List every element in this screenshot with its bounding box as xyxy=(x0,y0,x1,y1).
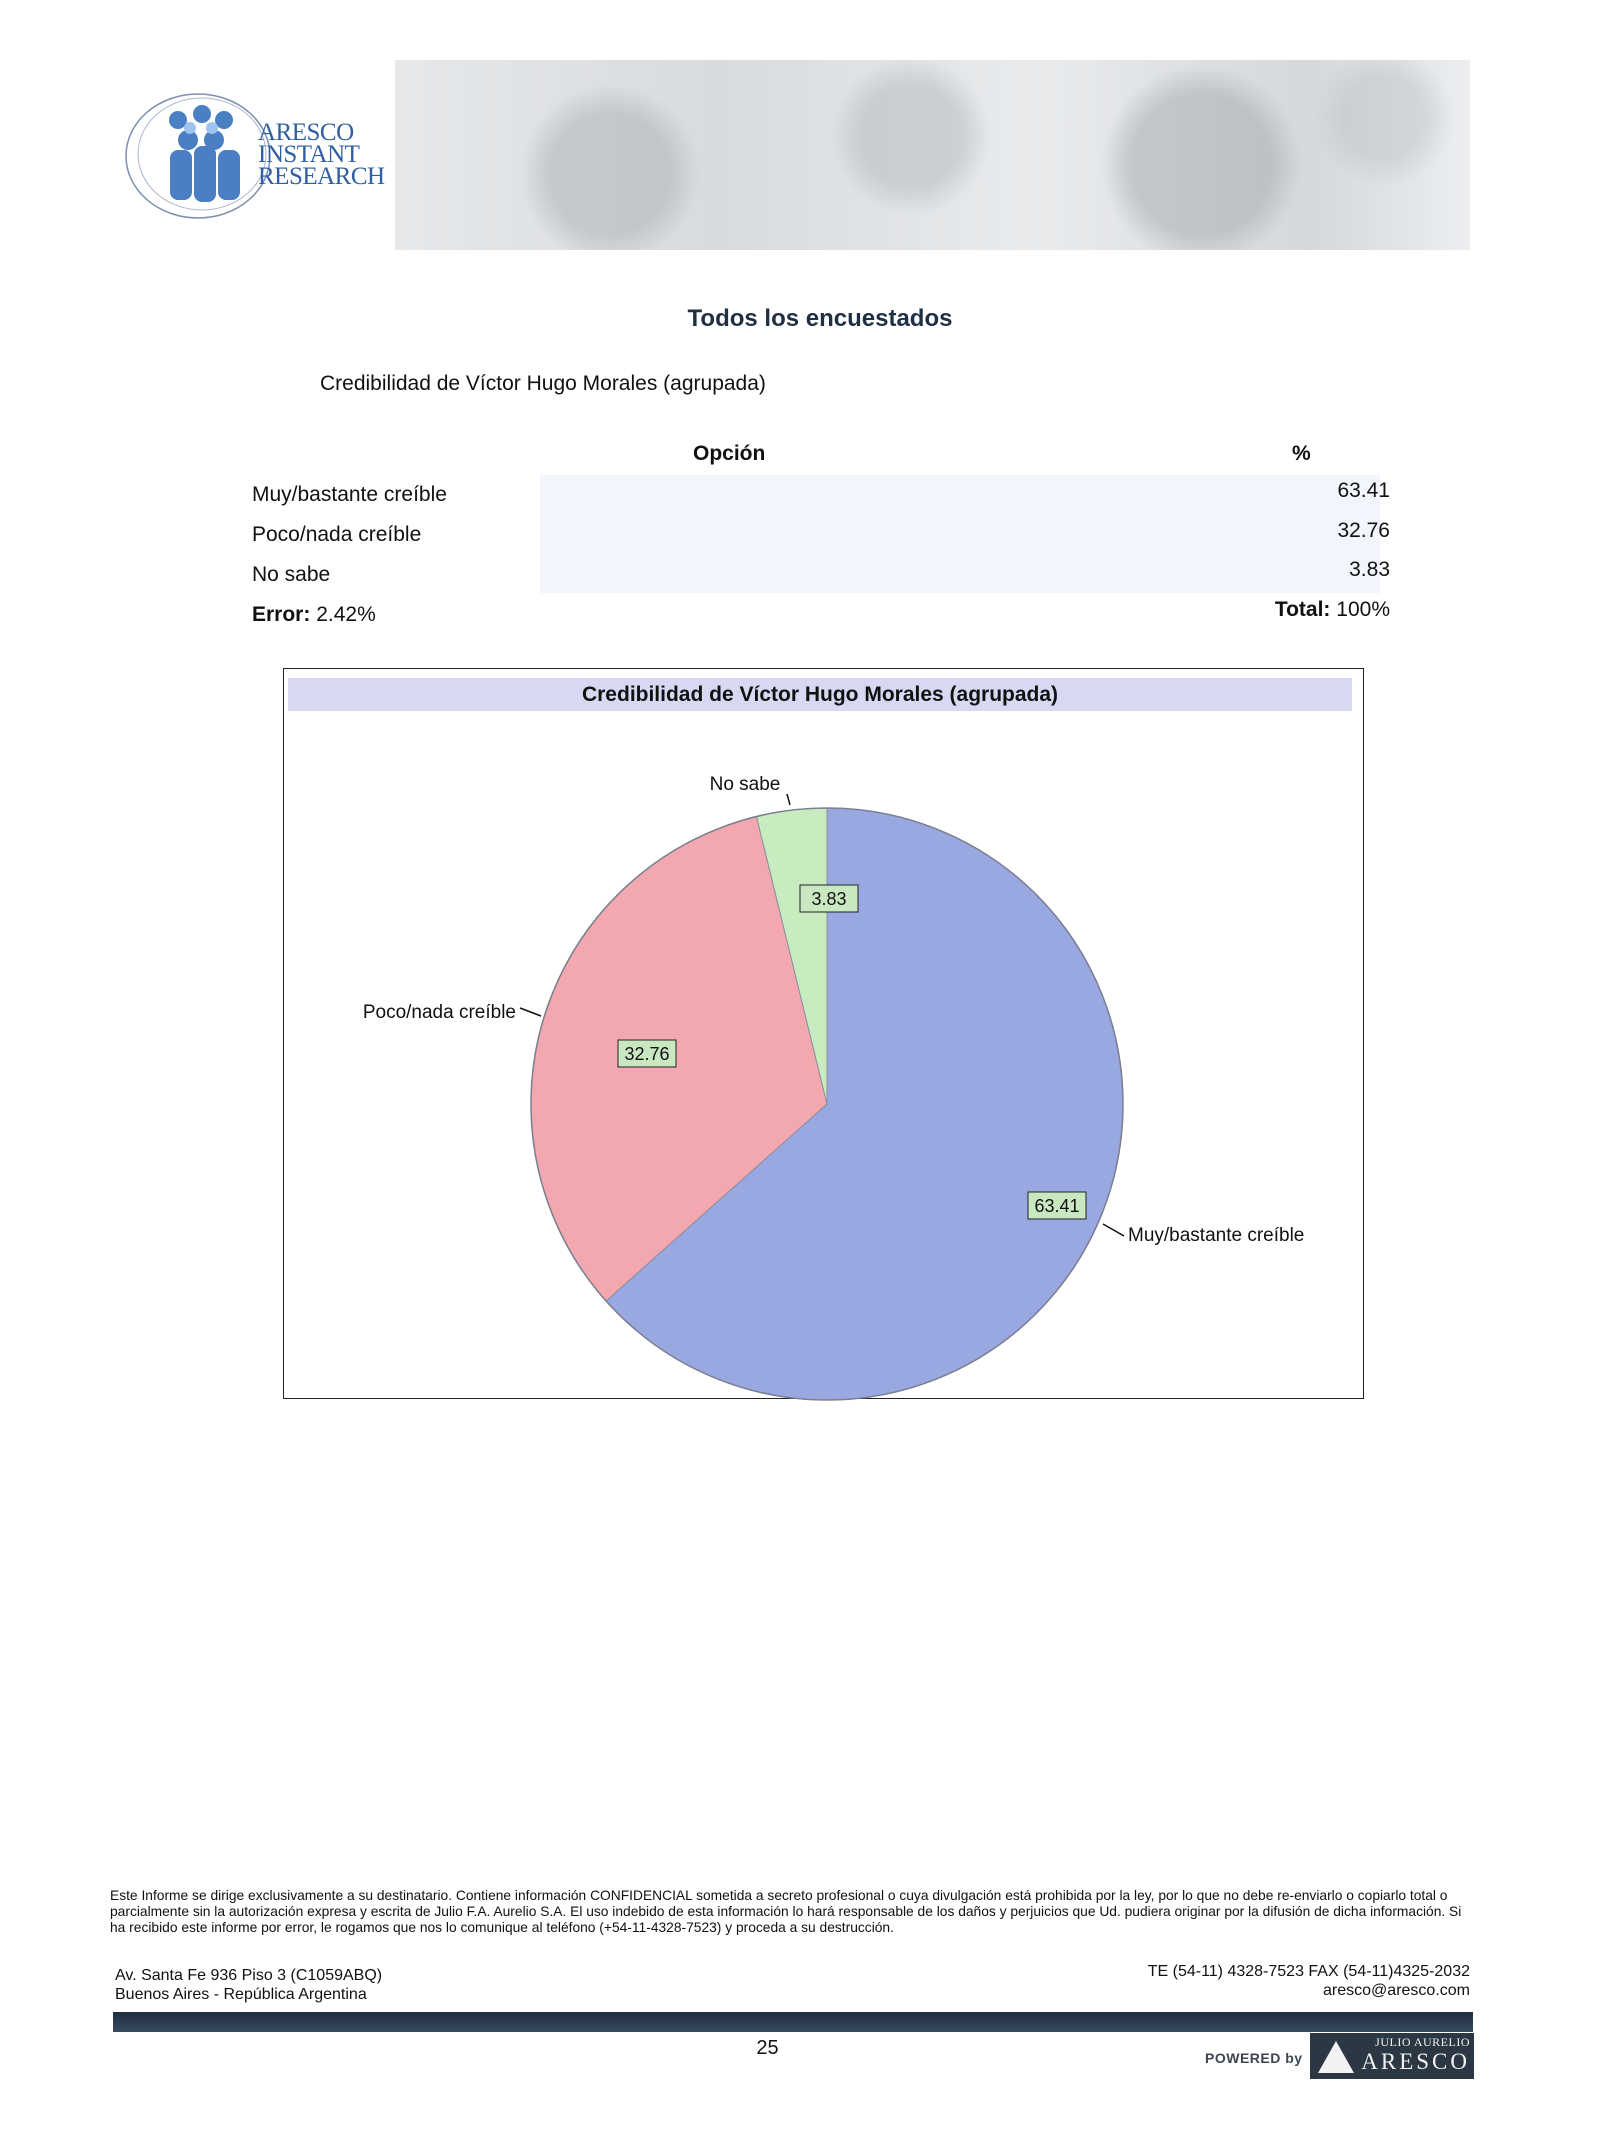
aresco-brand-logo xyxy=(1310,2033,1474,2079)
chart-title: Credibilidad de Víctor Hugo Morales (agrupada) xyxy=(288,678,1352,711)
category-label: No sabe xyxy=(709,774,781,795)
column-header-option: Opción xyxy=(693,442,766,465)
total-label: Total: xyxy=(1274,598,1331,621)
callout-line xyxy=(520,1008,541,1016)
phone-fax: TE (54-11) 4328-7523 FAX (54-11)4325-2032 xyxy=(1147,1963,1470,1980)
data-label: 3.83 xyxy=(811,889,847,909)
confidentiality-disclaimer: Este Informe se dirige exclusivamente a su destinatario. Contiene información CONFIDENCIAL sometida a secreto profesional o cuya divulgación está prohibida por la ley, por lo que no debe re-enviarlo o copiarlo total o parcialmente sin la autorización expresa y escrita de Julio F.A. Aurelio S.A. El uso indebido de esta información lo hará responsable de los daños y perjuicios que Ud. pudiera originar por la difusión de dicha información. Si ha recibido este informe por error, le rogamos que nos lo comunique al teléfono (+54-11-4328-7523) y proceda a su destrucción. xyxy=(110,1888,1462,1935)
brand-name: ARESCO xyxy=(1361,2049,1470,2074)
callout-line xyxy=(787,794,790,805)
error-value: 2.42% xyxy=(316,603,376,626)
logo-line-2: INSTANT xyxy=(258,141,360,168)
table-row-value: 3.83 xyxy=(1349,558,1390,581)
address-block xyxy=(115,1966,382,2004)
total-value: 100% xyxy=(1336,598,1390,621)
brand-small-text: JULIO AURELIO xyxy=(1375,2035,1470,2049)
email-link[interactable]: aresco@aresco.com xyxy=(1323,1982,1470,1999)
section-title: Todos los encuestados xyxy=(687,305,953,332)
callout-line xyxy=(1103,1224,1124,1236)
triangle-icon xyxy=(1318,2041,1354,2073)
table-row-value: 63.41 xyxy=(1337,479,1390,502)
category-label: Poco/nada creíble xyxy=(362,1002,516,1023)
contact-block xyxy=(1148,1962,1470,2000)
logo-line-3: RESEARCH xyxy=(258,163,385,190)
footer-bar xyxy=(113,2012,1473,2032)
table-row-label: Muy/bastante creíble xyxy=(252,483,447,506)
category-label: Muy/bastante creíble xyxy=(1128,1225,1305,1246)
address-line: Av. Santa Fe 936 Piso 3 (C1059ABQ) xyxy=(115,1967,383,1984)
table-row-value: 32.76 xyxy=(1337,519,1390,542)
powered-by-label: POWERED by xyxy=(1205,2050,1303,2066)
column-header-percent: % xyxy=(1292,442,1311,465)
page-number: 25 xyxy=(756,2037,779,2059)
data-label: 32.76 xyxy=(624,1044,670,1064)
table-row-label: No sabe xyxy=(252,563,331,586)
table-row-label: Poco/nada creíble xyxy=(252,523,422,546)
logo-line-1: ARESCO xyxy=(258,119,354,146)
address-line: Buenos Aires - República Argentina xyxy=(115,1986,367,2003)
question-title: Credibilidad de Víctor Hugo Morales (agrupada) xyxy=(320,372,766,395)
data-label: 63.41 xyxy=(1034,1196,1080,1216)
error-label: Error: xyxy=(252,603,311,626)
